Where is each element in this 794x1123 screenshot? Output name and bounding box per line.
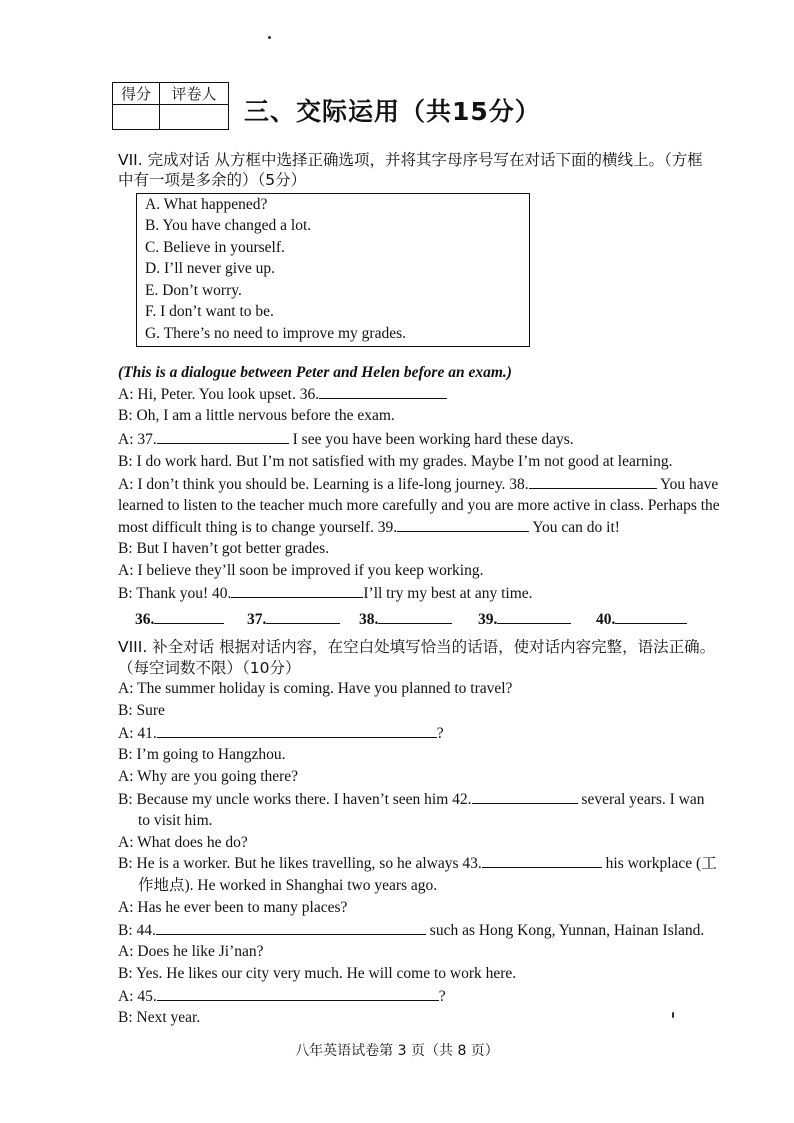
answer-40 — [596, 609, 687, 629]
dialogue-text: A: 45. — [118, 988, 157, 1005]
dialogue-text: A: Hi, Peter. You look upset. 36. — [118, 386, 320, 403]
dialogue-text: B: Because my uncle works there. I haven’t seen him 42. — [118, 791, 472, 808]
dialogue-text: ? — [438, 988, 446, 1005]
dialogue-text: B: He is a worker. But he likes travelling, so he always 43. — [118, 855, 482, 872]
score-label: 得分 — [113, 83, 160, 105]
dialogue-text: A: 37. — [118, 431, 157, 448]
dialogue-line: B: Next year. — [118, 1009, 201, 1026]
answer-blank[interactable] — [231, 583, 363, 598]
part7-instruction-line2: 中有一项是多余的）（5分） — [118, 171, 307, 189]
answer-38 — [359, 609, 452, 629]
answer-blank[interactable] — [378, 609, 452, 624]
dialogue-line: to visit him. — [138, 812, 213, 829]
dialogue-text: most difficult thing is to change yourself. 39. — [118, 519, 398, 536]
stray-dot — [268, 36, 271, 39]
answer-blank[interactable] — [482, 853, 602, 868]
dialogue-text: I’ll try my best at any time. — [363, 585, 533, 602]
dialogue-text: A: I don’t think you should be. Learning is a life-long journey. 38. — [118, 476, 529, 493]
answer-label: 36. — [135, 611, 155, 628]
answer-blank[interactable] — [497, 609, 571, 624]
answer-blank[interactable] — [266, 609, 340, 624]
dialogue-line: A: I believe they’ll soon be improved if you keep working. — [118, 562, 484, 579]
dialogue-text: A: 41. — [118, 725, 157, 742]
dialogue-line: B: Yes. He likes our city very much. He will come to work here. — [118, 965, 517, 982]
part7-instruction-line1: VII. 完成对话 从方框中选择正确选项，并将其字母序号写在对话下面的横线上。（方框 — [118, 151, 703, 169]
option-d: D. I’ll never give up. — [145, 260, 275, 277]
answer-37 — [247, 609, 340, 629]
dialogue-text: I see you have been working hard these days. — [288, 431, 574, 448]
answer-blank[interactable] — [319, 384, 447, 399]
score-table — [112, 82, 229, 130]
dialogue-text: You can do it! — [529, 519, 620, 536]
option-e: E. Don’t worry. — [145, 282, 242, 299]
dialogue-text: his workplace (工 — [601, 855, 717, 872]
answer-label: 39. — [478, 611, 498, 628]
answer-label: 37. — [247, 611, 267, 628]
dialogue-line — [118, 920, 704, 941]
answer-label: 38. — [359, 611, 379, 628]
answer-36 — [135, 609, 224, 629]
answer-blank[interactable] — [157, 986, 439, 1001]
page-footer: 八年英语试卷第 3 页（共 8 页） — [295, 1043, 499, 1059]
dialogue-line: A: Does he like Ji’nan? — [118, 943, 264, 960]
dialogue-line: B: I’m going to Hangzhou. — [118, 746, 286, 763]
dialogue-line: A: What does he do? — [118, 834, 248, 851]
dialogue-line — [118, 583, 533, 604]
dialogue-line: learned to listen to the teacher much more carefully and you are more active in class. Perhaps the — [118, 497, 720, 514]
dialogue-line — [118, 474, 718, 495]
option-f: F. I don’t want to be. — [145, 303, 274, 320]
dialogue-line — [118, 429, 574, 450]
answer-blank[interactable] — [615, 609, 687, 624]
answer-blank[interactable] — [529, 474, 657, 489]
dialogue-line: B: Sure — [118, 702, 165, 719]
answer-blank[interactable] — [157, 723, 437, 738]
dialogue-line: 作地点). He worked in Shanghai two years ago. — [138, 877, 438, 894]
reviewer-cell — [160, 105, 229, 130]
dialogue-line: B: Oh, I am a little nervous before the exam. — [118, 407, 395, 424]
answer-39 — [478, 609, 571, 629]
dialogue-line: A: Has he ever been to many places? — [118, 899, 348, 916]
answer-label: 40. — [596, 611, 616, 628]
answer-blank[interactable] — [397, 517, 529, 532]
dialogue-text: B: 44. — [118, 922, 156, 939]
dialogue-line — [118, 789, 705, 810]
dialogue-text: B: Thank you! 40. — [118, 585, 232, 602]
dialogue-line — [118, 384, 447, 405]
options-box — [136, 193, 530, 347]
reviewer-label: 评卷人 — [160, 83, 229, 105]
dialogue-line — [118, 517, 620, 538]
dialogue-line: A: Why are you going there? — [118, 768, 299, 785]
section-title: 三、交际运用（共15分） — [244, 97, 541, 126]
dialogue-line — [118, 986, 446, 1007]
option-g: G. There’s no need to improve my grades. — [145, 325, 406, 342]
dialogue-text: You have — [656, 476, 719, 493]
dialogue-line: B: But I haven’t got better grades. — [118, 540, 330, 557]
option-a: A. What happened? — [145, 196, 268, 213]
dialogue-line — [118, 723, 444, 744]
dialogue-text: ? — [436, 725, 444, 742]
dialogue-text: several years. I wan — [577, 791, 705, 808]
answer-blank[interactable] — [472, 789, 578, 804]
dialogue-context: (This is a dialogue between Peter and Helen before an exam.) — [118, 364, 512, 381]
answer-blank[interactable] — [157, 429, 289, 444]
option-b: B. You have changed a lot. — [145, 217, 312, 234]
dialogue-line: A: The summer holiday is coming. Have you planned to travel? — [118, 680, 513, 697]
dialogue-text: such as Hong Kong, Yunnan, Hainan Island. — [425, 922, 705, 939]
part8-instruction-line2: （每空词数不限）（10分） — [118, 659, 301, 677]
answer-blank[interactable] — [156, 920, 426, 935]
answer-blank[interactable] — [154, 609, 224, 624]
dialogue-line: B: I do work hard. But I’m not satisfied with my grades. Maybe I’m not good at learning. — [118, 453, 673, 470]
stray-mark — [672, 1012, 674, 1018]
option-c: C. Believe in yourself. — [145, 239, 285, 256]
score-cell — [113, 105, 160, 130]
part8-instruction-line1: VIII. 补全对话 根据对话内容，在空白处填写恰当的话语，使对话内容完整，语法正确。 — [118, 638, 716, 656]
dialogue-line — [118, 853, 717, 874]
